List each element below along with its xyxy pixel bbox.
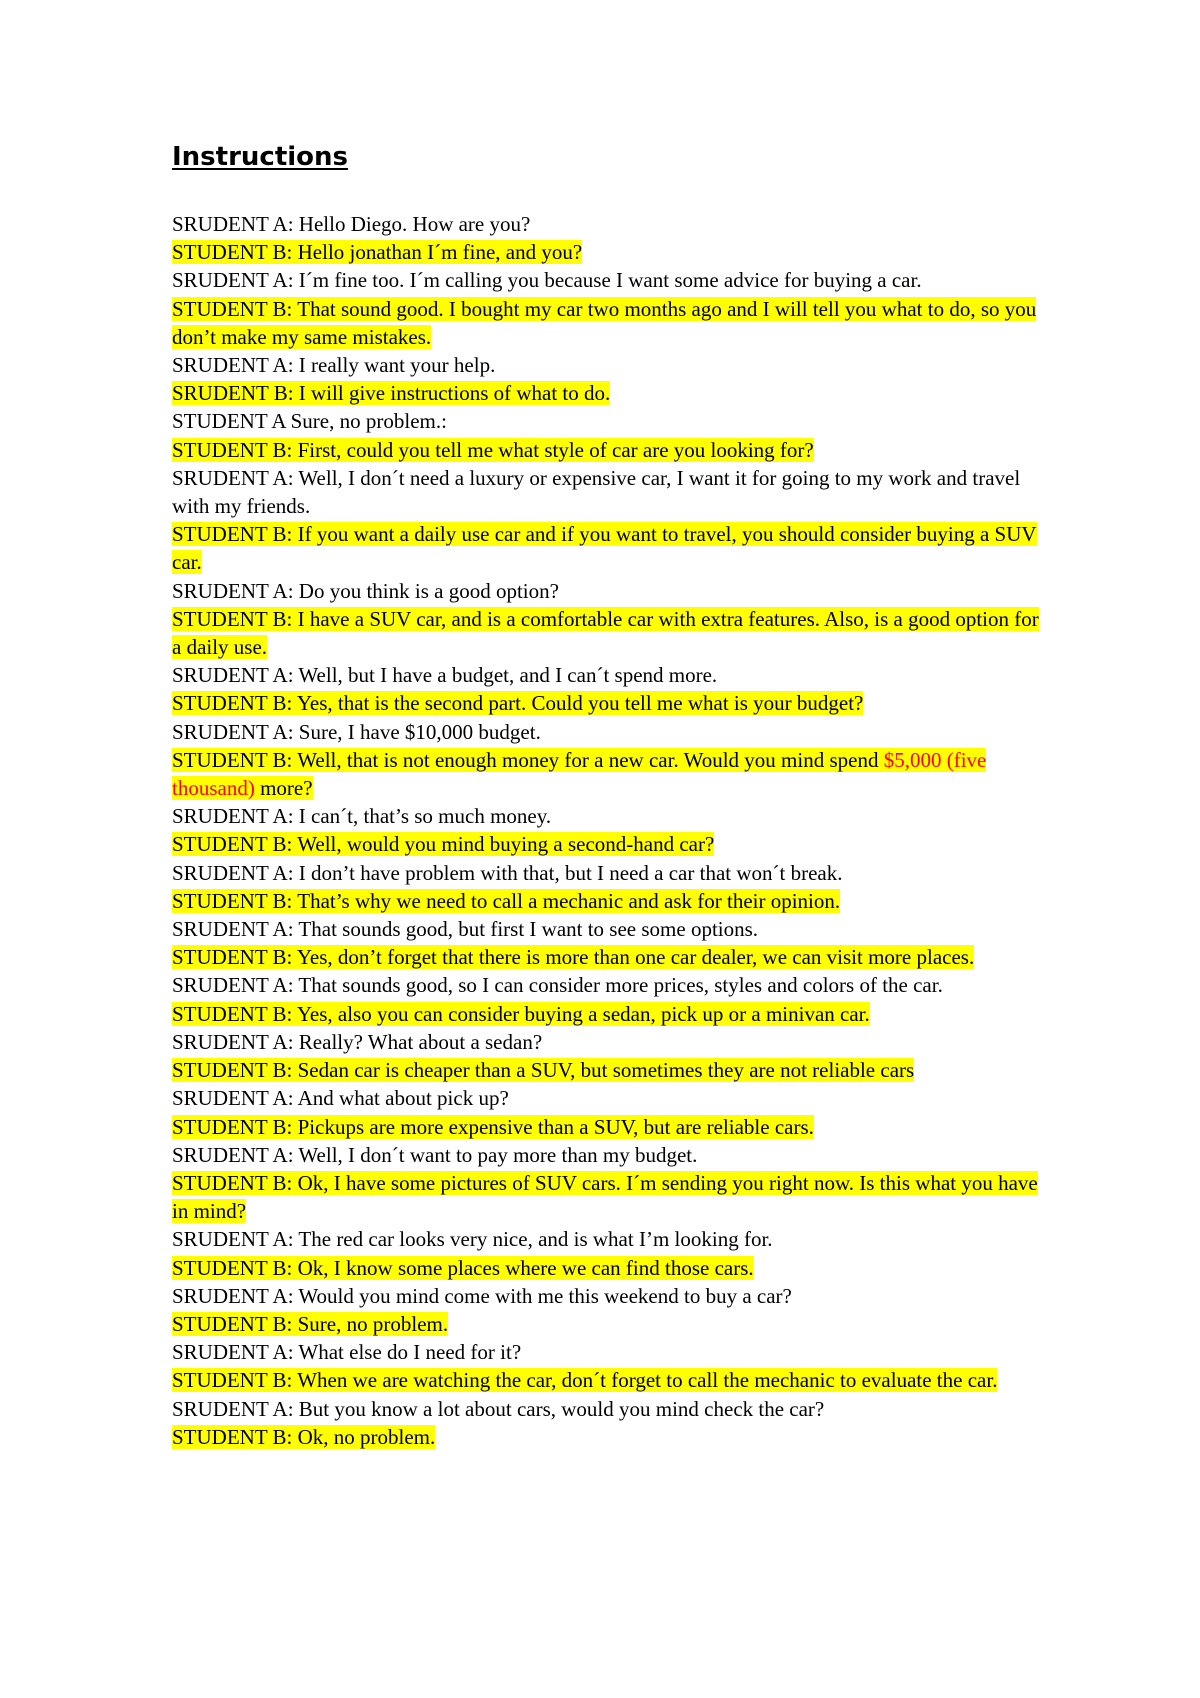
dialogue-text: STUDENT B: If you want a daily use car and if you want to travel, you should consider buying a SUV car.: [172, 522, 1037, 575]
dialogue-line-student-a: [172, 1028, 1040, 1056]
dialogue-text: STUDENT B: Pickups are more expensive than a SUV, but are reliable cars.: [172, 1114, 814, 1139]
dialogue-text: STUDENT B: Yes, that is the second part. Could you tell me what is your budget?: [172, 691, 864, 716]
dialogue-line-student-a: [172, 577, 1040, 605]
dialogue-text: SRUDENT A: The red car looks very nice, and is what I’m looking for.: [172, 1227, 773, 1252]
dialogue-text: SRUDENT A: I really want your help.: [172, 353, 496, 378]
dialogue-text: SRUDENT A: I can´t, that’s so much money.: [172, 804, 552, 829]
dialogue-text: STUDENT B: Sedan car is cheaper than a SUV, but sometimes they are not reliable cars: [172, 1058, 915, 1083]
dialogue-line-student-b: [172, 520, 1040, 576]
dialogue-line-student-b: [172, 1056, 1040, 1084]
dialogue-line-student-b: [172, 436, 1040, 464]
dialogue-text: SRUDENT B: I will give instructions of what to do.: [172, 381, 611, 406]
dialogue-text: SRUDENT A: And what about pick up?: [172, 1086, 509, 1111]
dialogue-line-student-b: [172, 689, 1040, 717]
dialogue-line-student-b: [172, 605, 1040, 661]
dialogue-line-student-a: [172, 1282, 1040, 1310]
dialogue-line-student-a: [172, 915, 1040, 943]
dialogue-line-student-b: [172, 1423, 1040, 1451]
dialogue-text: SRUDENT A: What else do I need for it?: [172, 1340, 522, 1365]
dialogue-line-student-b: [172, 830, 1040, 858]
dialogue-line-student-a: [172, 971, 1040, 999]
dialogue-line-student-b: [172, 1310, 1040, 1338]
dialogue-line-student-a: [172, 661, 1040, 689]
dialogue-text: SRUDENT A: That sounds good, but first I want to see some options.: [172, 917, 759, 942]
dialogue-text: STUDENT B: Hello jonathan I´m fine, and you?: [172, 240, 583, 265]
document-title: Instructions: [172, 142, 349, 172]
dialogue-text: STUDENT B: Well, that is not enough money for a new car. Would you mind spend: [172, 747, 884, 772]
dialogue-line-student-a: [172, 266, 1040, 294]
dialogue-line-student-a: [172, 464, 1040, 520]
dialogue-line-student-a: [172, 802, 1040, 830]
dialogue-text: STUDENT B: Well, would you mind buying a second-hand car?: [172, 832, 715, 857]
dialogue-line-student-a: [172, 1084, 1040, 1112]
dialogue-text: SRUDENT A: Hello Diego. How are you?: [172, 212, 531, 236]
dialogue-text: SRUDENT A: That sounds good, so I can consider more prices, styles and colors of the car.: [172, 973, 943, 998]
dialogue-text: STUDENT B: I have a SUV car, and is a comfortable car with extra features. Also, is a good option for a daily use.: [172, 606, 1039, 660]
dialogue-line-student-b: [172, 379, 1040, 407]
dialogue-text: SRUDENT A: Well, I don´t want to pay more than my budget.: [172, 1142, 698, 1167]
dialogue-line-student-b: [172, 887, 1040, 915]
dialogue-text: STUDENT A Sure, no problem.:: [172, 409, 447, 434]
dialogue-line-student-a: [172, 859, 1040, 887]
dialogue-text: SRUDENT A: Well, I don´t need a luxury or expensive car, I want it for going to my work and travel with my friends.: [172, 465, 1021, 519]
dialogue-line-student-a: [172, 351, 1040, 379]
dialogue-text-tail: more?: [254, 776, 313, 801]
dialogue-text: SRUDENT A: Really? What about a sedan?: [172, 1029, 543, 1054]
dialogue-emphasis-text: $5,000 (five thousand): [172, 747, 987, 801]
dialogue-text: SRUDENT A: But you know a lot about cars, would you mind check the car?: [172, 1396, 825, 1421]
dialogue-text: SRUDENT A: I´m fine too. I´m calling you because I want some advice for buying a car.: [172, 268, 922, 293]
dialogue-text: STUDENT B: When we are watching the car, don´t forget to call the mechanic to evaluate the car.: [172, 1368, 998, 1393]
dialogue-line-student-b: [172, 943, 1040, 971]
dialogue-text: SRUDENT A: Do you think is a good option?: [172, 578, 559, 603]
dialogue-text: STUDENT B: Ok, no problem.: [172, 1424, 436, 1449]
dialogue-line-student-b: [172, 1169, 1040, 1225]
dialogue-text: SRUDENT A: Well, but I have a budget, and I can´t spend more.: [172, 663, 718, 688]
dialogue-line-student-a: [172, 1225, 1040, 1253]
dialogue-text: SRUDENT A: Sure, I have $10,000 budget.: [172, 719, 541, 744]
dialogue-text: STUDENT B: Sure, no problem.: [172, 1311, 449, 1336]
dialogue-text: SRUDENT A: Would you mind come with me this weekend to buy a car?: [172, 1283, 792, 1308]
dialogue-line-student-b: [172, 295, 1040, 351]
dialogue-line-student-b: [172, 1000, 1040, 1028]
dialogue-body: [172, 210, 1040, 1451]
dialogue-line-student-b: [172, 746, 1040, 802]
dialogue-text: STUDENT B: Ok, I know some places where we can find those cars.: [172, 1255, 754, 1280]
dialogue-text: STUDENT B: Yes, also you can consider buying a sedan, pick up or a minivan car.: [172, 1001, 870, 1026]
dialogue-line-student-a: [172, 1395, 1040, 1423]
dialogue-line-student-a: [172, 210, 1040, 238]
dialogue-line-student-a: [172, 1141, 1040, 1169]
dialogue-line-student-b: [172, 1366, 1040, 1394]
dialogue-line-student-b: [172, 1254, 1040, 1282]
dialogue-text: STUDENT B: First, could you tell me what style of car are you looking for?: [172, 437, 814, 462]
dialogue-line-student-a: [172, 1338, 1040, 1366]
dialogue-text: STUDENT B: Ok, I have some pictures of SUV cars. I´m sending you right now. Is this what you have in mind?: [172, 1170, 1038, 1224]
dialogue-line-student-a: [172, 718, 1040, 746]
dialogue-text: STUDENT B: Yes, don’t forget that there is more than one car dealer, we can visit more places.: [172, 945, 975, 970]
dialogue-line-student-a: [172, 407, 1040, 435]
dialogue-text: STUDENT B: That’s why we need to call a mechanic and ask for their opinion.: [172, 888, 841, 913]
dialogue-line-student-b: [172, 1113, 1040, 1141]
dialogue-text: STUDENT B: That sound good. I bought my car two months ago and I will tell you what to do, so you don’t make my same mistakes.: [172, 296, 1037, 349]
dialogue-line-student-b: [172, 238, 1040, 266]
dialogue-text: SRUDENT A: I don’t have problem with that, but I need a car that won´t break.: [172, 860, 843, 885]
